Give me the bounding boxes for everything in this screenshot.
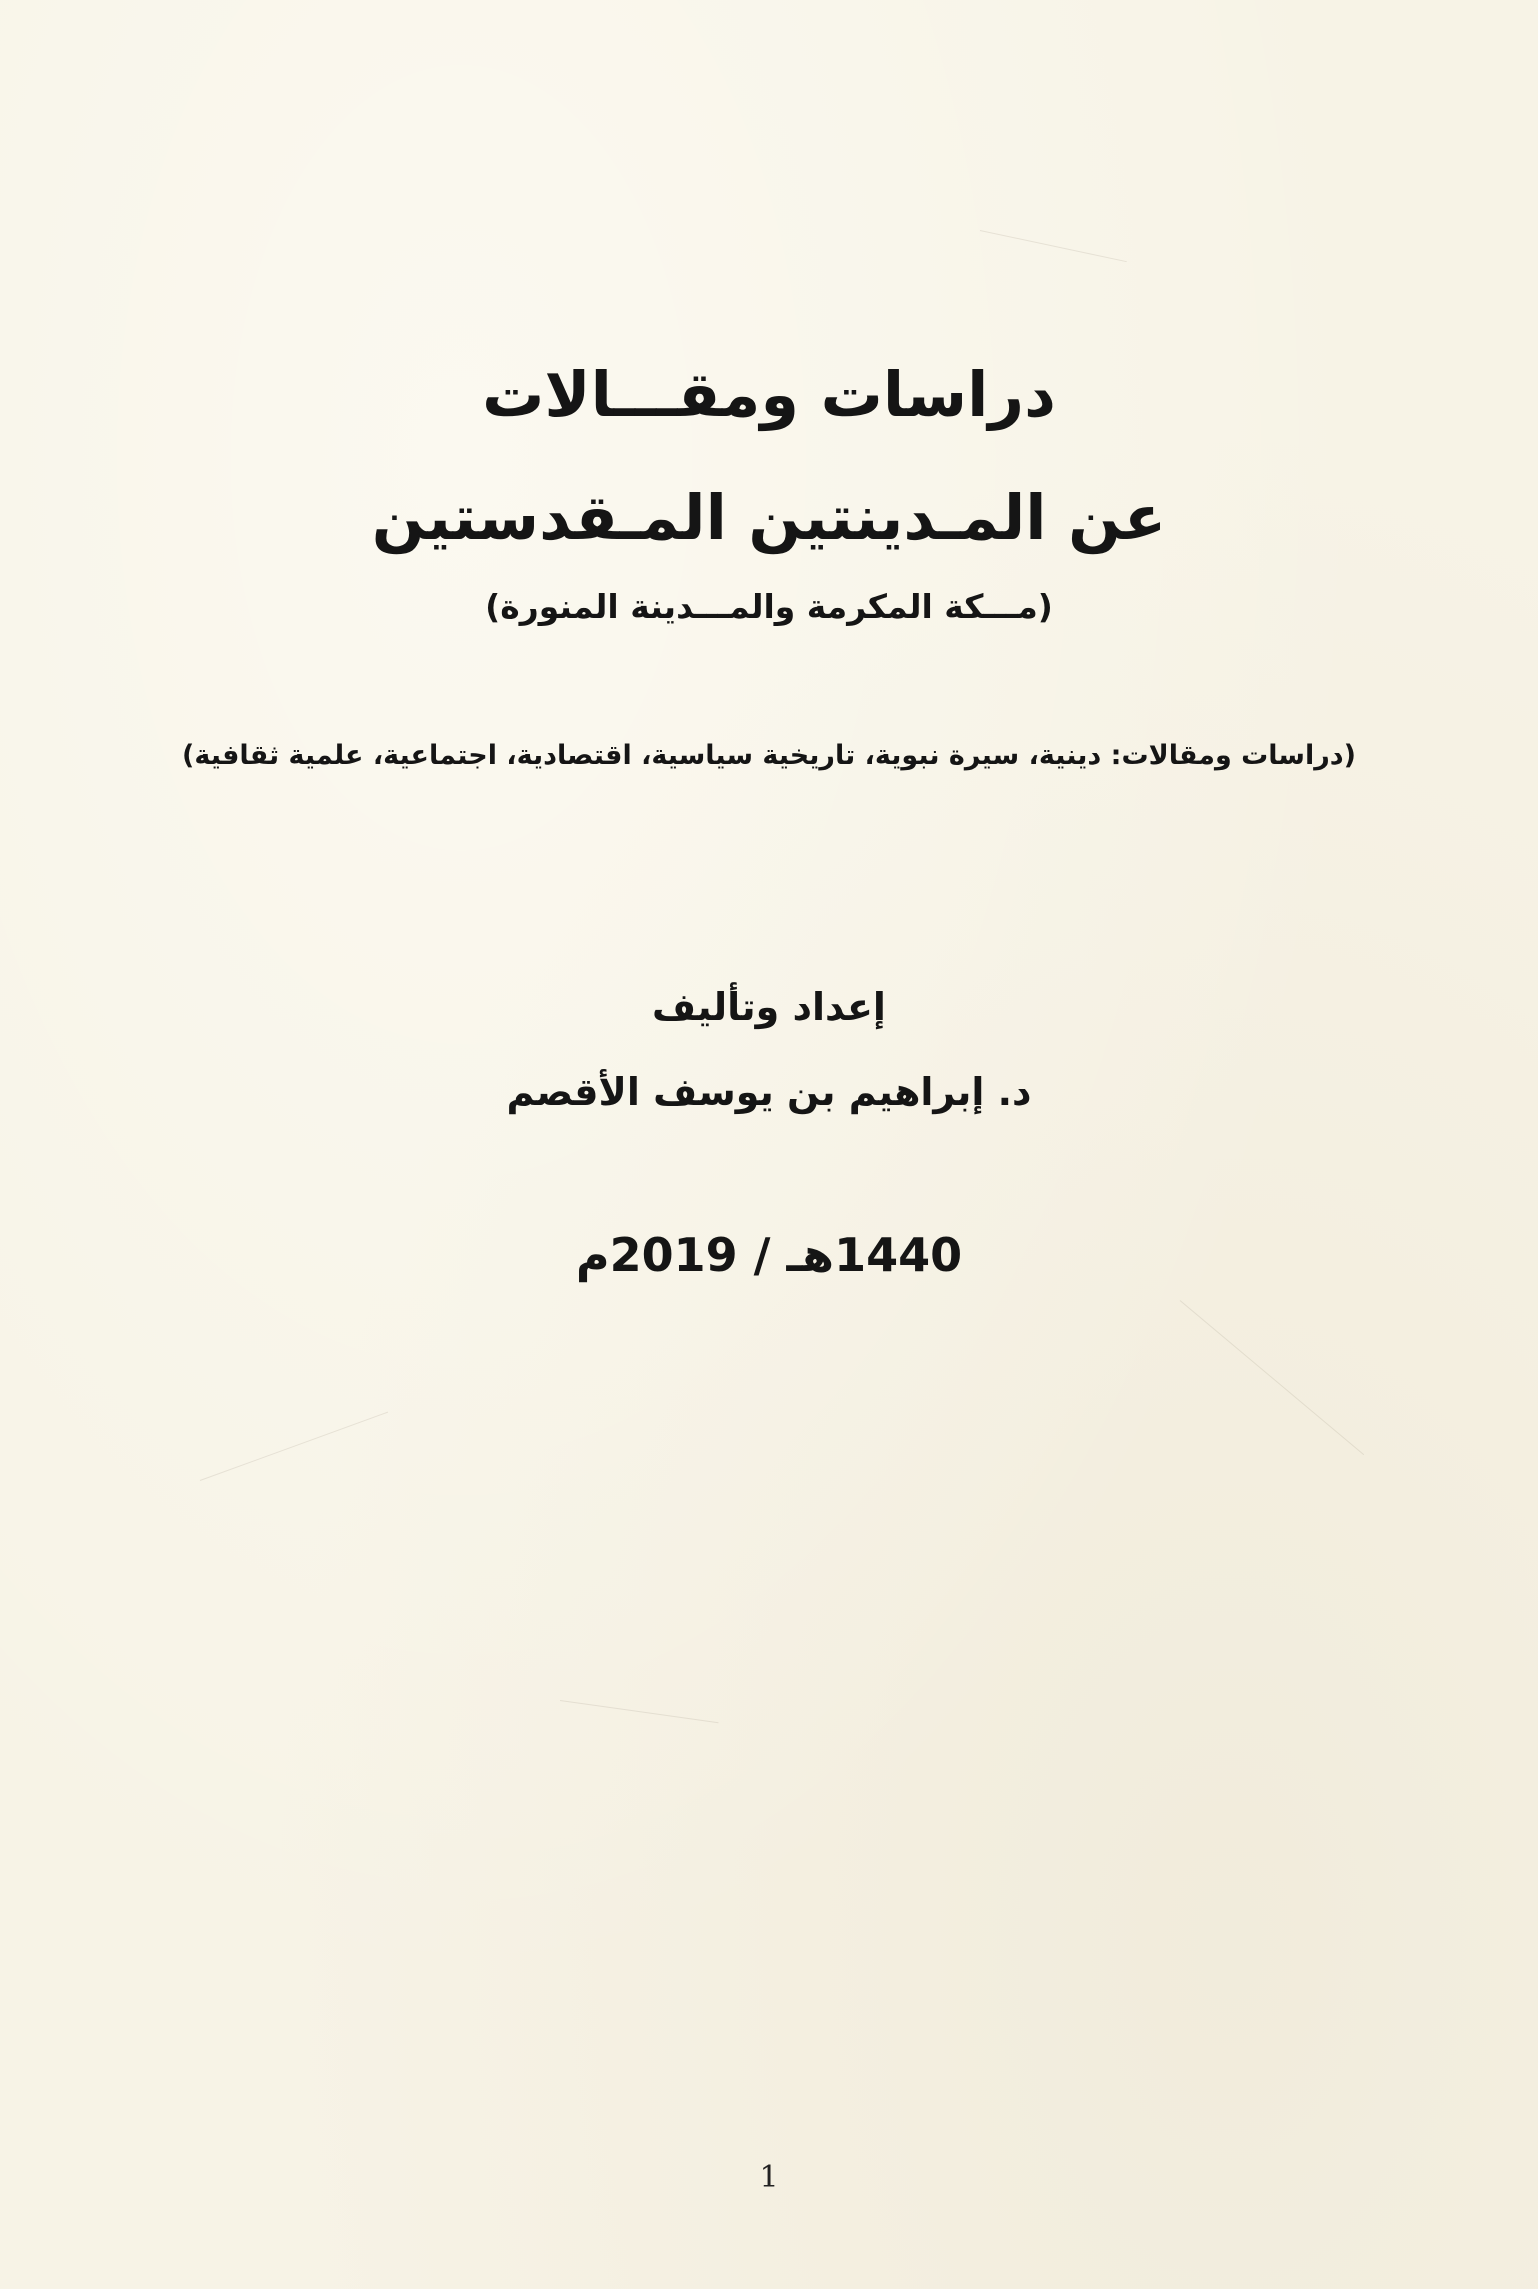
paper-texture [1180,1300,1364,1455]
publication-date: 1440هـ / 2019م [575,1228,963,1282]
paper-texture [200,1412,388,1481]
topics-line: (دراسات ومقالات: دينية، سيرة نبوية، تاريخية سياسية، اقتصادية، اجتماعية، علمية ثقافية) [182,740,1356,771]
title-line-1: دراسات ومقـــالات [482,358,1056,431]
author-name: د. إبراهيم بن يوسف الأقصم [506,1070,1032,1114]
subtitle: (مـــكة المكرمة والمـــدينة المنورة) [485,587,1053,626]
paper-texture [560,1700,719,1723]
preparation-label: إعداد وتأليف [652,985,886,1029]
page-number: 1 [759,2160,779,2195]
paper-texture [980,230,1127,262]
title-line-2: عن المـدينتين المـقدستين [371,481,1167,554]
